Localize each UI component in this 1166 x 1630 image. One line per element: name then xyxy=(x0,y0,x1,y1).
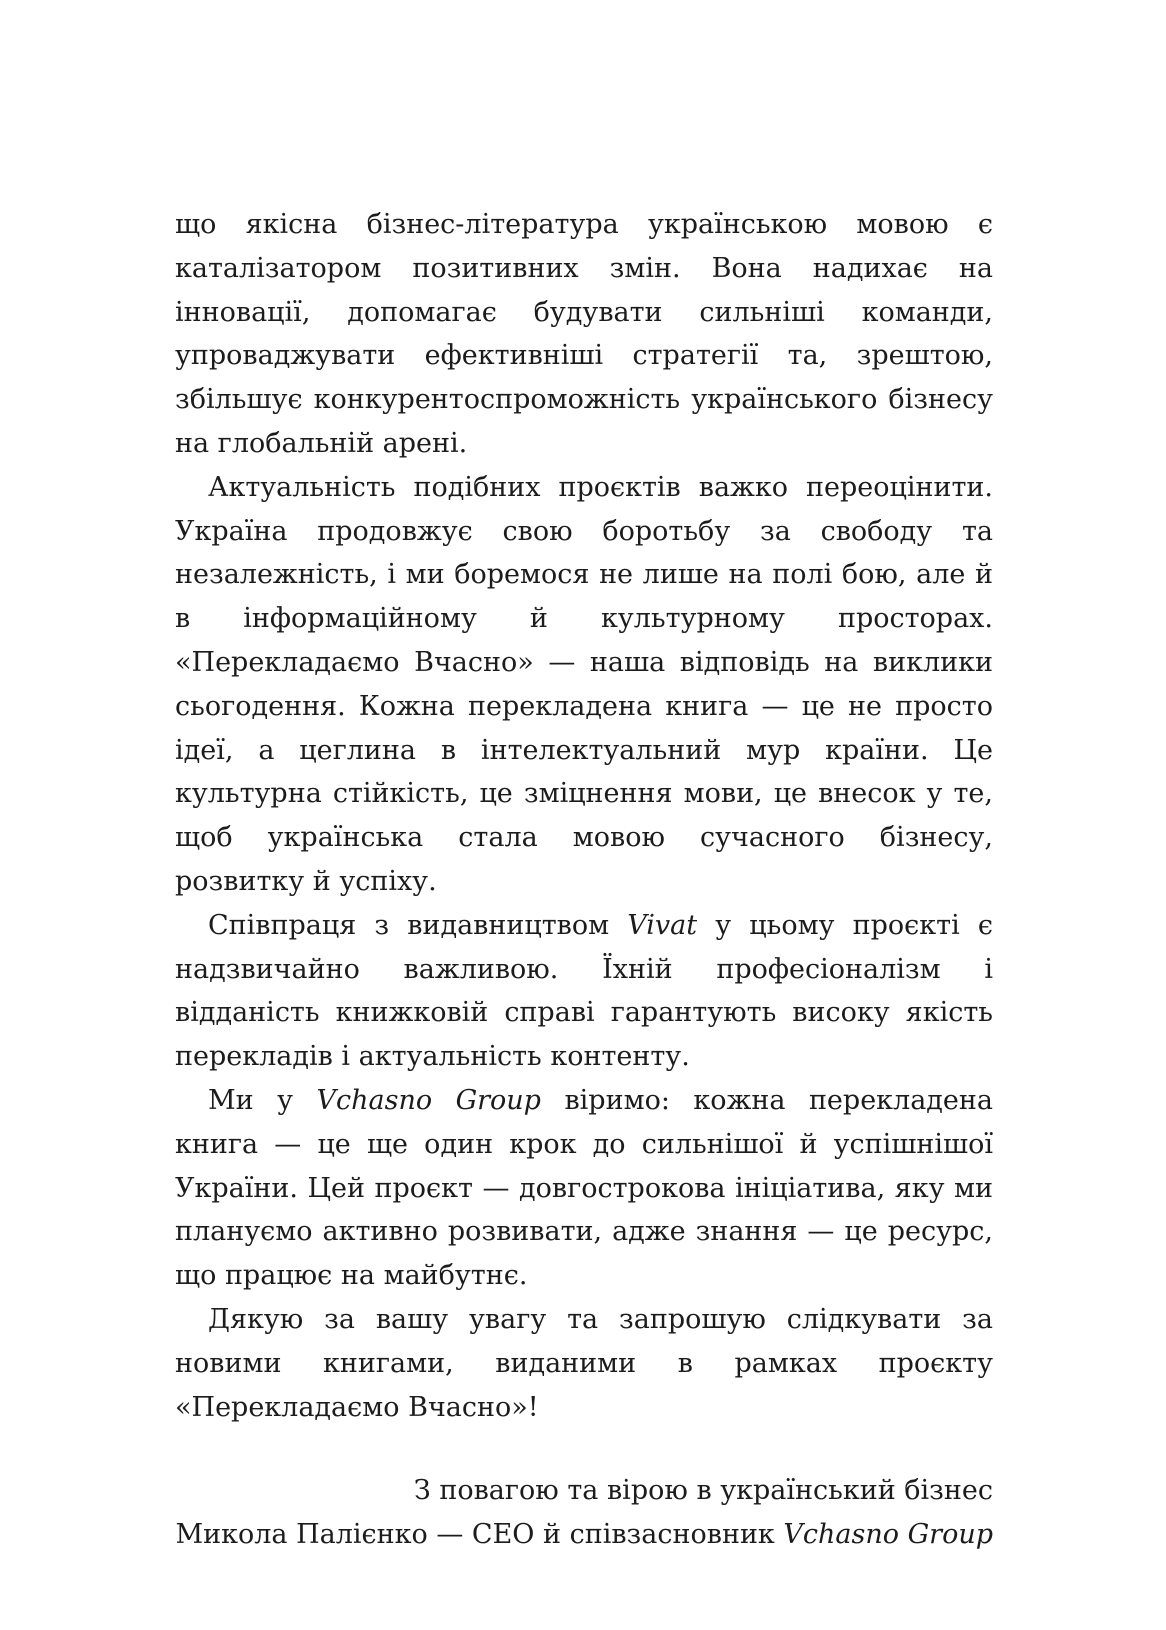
paragraph-5 xyxy=(175,1298,993,1429)
signature-author-name: Микола Палієнко — CEO й співзасновник xyxy=(175,1519,784,1551)
paragraph-3-text-a: Співпраця з видавництвом xyxy=(208,909,628,941)
signature-author xyxy=(175,1513,993,1557)
paragraph-5-text: Дякую за вашу увагу та запрошую слідкувати за новими книгами, виданими в рамках проєкту «Перекладаємо Вчасно»! xyxy=(175,1303,993,1423)
paragraph-2 xyxy=(175,466,993,904)
paragraph-3 xyxy=(175,904,993,1079)
publisher-name-italic: Vivat xyxy=(627,909,698,941)
signature-block xyxy=(175,1469,993,1557)
paragraph-4-text-b: віримо: кожна перекладена книга — це ще один крок до сильнішої й успішнішої України. Цей проєкт — довгострокова ініціатива, яку ми плануємо активно розвивати, адже знання — це ресурс, що працює на майбутнє. xyxy=(175,1084,993,1292)
paragraph-1 xyxy=(175,203,993,466)
company-name-italic: Vchasno Group xyxy=(316,1084,541,1116)
signature-closing: З повагою та вірою в український бізнес xyxy=(413,1475,993,1507)
paragraph-1-text: що якісна бізнес-література українською мовою є каталізатором позитивних змін. Вона надихає на інновації, допомагає будувати сильніші команди, упроваджувати ефективніші стратегії та, зрештою, збільшує конкурентоспроможність українського бізнесу на глобальній арені. xyxy=(175,209,993,459)
body-text xyxy=(175,203,993,1557)
paragraph-4 xyxy=(175,1079,993,1298)
signature-company-italic: Vchasno Group xyxy=(783,1519,993,1551)
paragraph-3-text-b: у цьому проєкті є надзвичайно важливою. Їхній професіоналізм і відданість книжковій справі гарантують високу якість перекладів і актуальність контенту. xyxy=(175,909,993,1073)
paragraph-4-text-a: Ми у xyxy=(208,1084,317,1116)
paragraph-2-text: Актуальність подібних проєктів важко переоцінити. Україна продовжує свою боротьбу за свободу та незалежність, і ми боремося не лише на полі бою, але й в інформаційному й культурному просторах. «Перекладаємо Вчасно» — наша відповідь на виклики сьогодення. Кожна перекладена книга — це не просто ідеї, а цеглина в інтелектуальний мур країни. Це культурна стійкість, це зміцнення мови, це внесок у те, щоб українська стала мовою сучасного бізнесу, розвитку й успіху. xyxy=(175,471,993,897)
